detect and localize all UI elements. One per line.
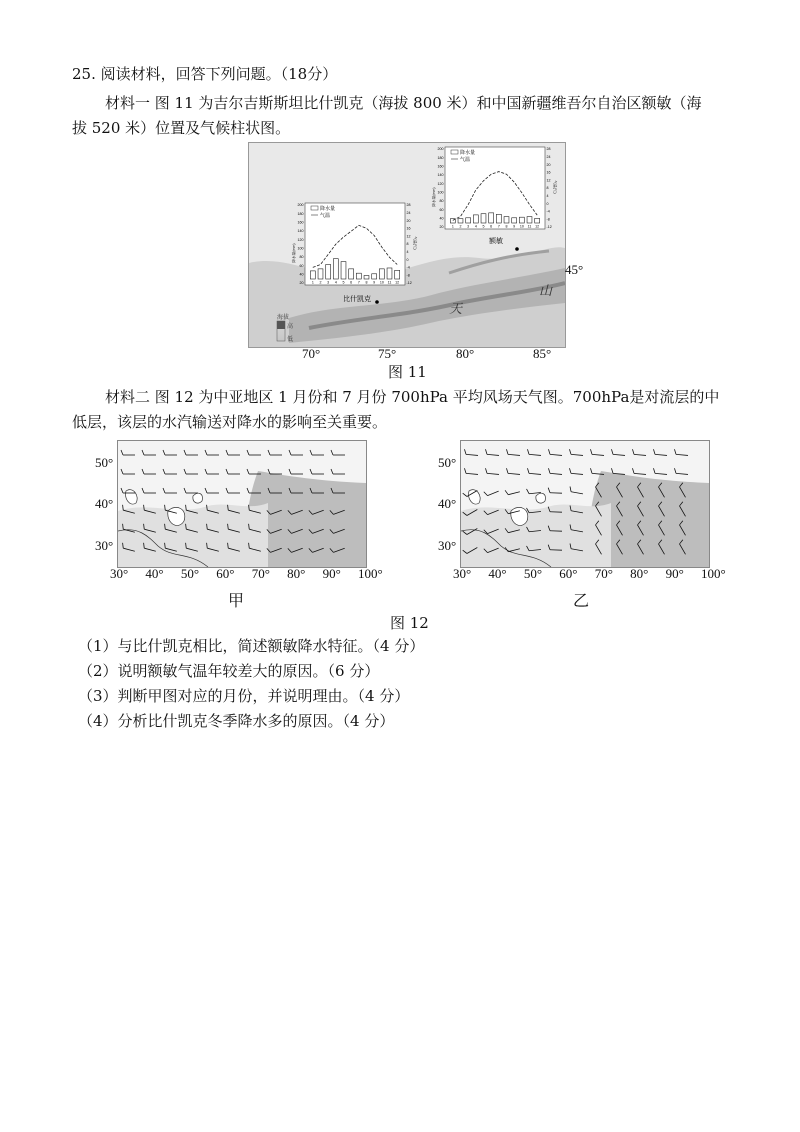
额敏-bar-12 — [535, 218, 540, 223]
额敏-temp-tick: 20 — [546, 162, 551, 167]
比什凯克-temp-tick: 24 — [406, 211, 411, 215]
额敏-precip-axis-label: 降水量(mm) — [432, 187, 436, 207]
比什凯克-temp-tick: 8 — [406, 242, 409, 247]
额敏-month-tick: 4 — [474, 224, 477, 229]
mapB-lon-tick: 70° — [594, 566, 613, 581]
比什凯克-bar-3 — [326, 265, 331, 280]
额敏-temp-tick: -12 — [546, 225, 552, 230]
比什凯克-bar-11 — [387, 268, 392, 279]
比什凯克-month-tick: 4 — [334, 280, 337, 285]
额敏-bar-10 — [519, 217, 524, 223]
emin-legend-temp: 气温 — [460, 157, 471, 163]
比什凯克-temp-tick: 20 — [406, 218, 411, 223]
比什凯克-month-tick: 11 — [387, 280, 392, 285]
比什凯克-temp-tick: -12 — [406, 281, 412, 286]
material2-line1: 材料二 图 12 为中亚地区 1 月份和 7 月份 700hPa 平均风场天气图。700hPa是对流层的中 — [105, 388, 720, 406]
fig11-lon-80: 80° — [456, 346, 475, 361]
figure-11-map — [249, 143, 565, 347]
mountain-char-shan: 山 — [539, 283, 553, 298]
question-2: （2）说明额敏气温年较差大的原因。（6 分） — [78, 662, 380, 680]
lowland-terrain — [461, 503, 611, 567]
比什凯克-precip-tick: 40 — [299, 272, 304, 277]
额敏-temp-tick: 16 — [546, 170, 551, 175]
比什凯克-temp-tick: -4 — [406, 265, 410, 270]
figure-11 — [248, 142, 566, 348]
额敏-bar-6 — [489, 213, 494, 223]
figure-12-map-b — [460, 440, 710, 568]
比什凯克-bar-2 — [318, 269, 323, 279]
elev-legend-high: 高 — [287, 324, 294, 330]
额敏-precip-tick: 180 — [437, 155, 444, 160]
额敏-precip-tick: 100 — [437, 190, 444, 195]
elev-legend-title: 海拔 — [277, 315, 290, 321]
额敏-month-tick: 7 — [497, 224, 500, 229]
比什凯克-month-tick: 7 — [357, 280, 360, 285]
额敏-bar-4 — [473, 215, 478, 223]
比什凯克-month-tick: 3 — [327, 280, 330, 285]
mapB-lon-tick: 80° — [630, 566, 649, 581]
比什凯克-precip-tick: 60 — [299, 263, 304, 268]
material1-line2: 拔 520 米）位置及气候柱状图。 — [72, 119, 291, 137]
bishkek-legend-precip: 降水量 — [320, 206, 336, 212]
figure-12-map-a — [117, 440, 367, 568]
比什凯克-bar-12 — [395, 270, 400, 279]
比什凯克-precip-tick: 140 — [297, 229, 304, 234]
比什凯克-month-tick: 10 — [379, 280, 384, 285]
额敏-precip-tick: 60 — [439, 207, 444, 212]
比什凯克-bar-7 — [356, 273, 361, 279]
fig11-lon-75: 75° — [378, 346, 397, 361]
比什凯克-temp-tick: 16 — [406, 226, 411, 231]
额敏-temp-tick: 28 — [546, 147, 551, 152]
mapA-lat-50: 50° — [95, 455, 114, 470]
额敏-precip-tick: 80 — [439, 199, 444, 204]
额敏-temp-tick: 24 — [546, 155, 551, 159]
额敏-temp-tick: -4 — [546, 209, 550, 214]
额敏-precip-tick: 40 — [439, 216, 444, 221]
额敏-precip-tick: 120 — [437, 181, 444, 186]
mapA-lon-tick: 40° — [145, 566, 164, 581]
比什凯克-bar-10 — [379, 269, 384, 279]
额敏-bar-9 — [512, 218, 517, 223]
比什凯克-month-tick: 5 — [342, 280, 345, 285]
额敏-month-tick: 10 — [519, 224, 524, 229]
bishkek-label: 比什凯克 — [343, 296, 371, 303]
mapA-lon-tick: 30° — [110, 566, 129, 581]
mapA-lon-tick: 50° — [180, 566, 200, 581]
比什凯克-bar-8 — [364, 276, 369, 279]
比什凯克-precip-tick: 180 — [297, 211, 304, 216]
比什凯克-temp-tick: 28 — [406, 203, 411, 208]
额敏-month-tick: 1 — [451, 224, 454, 229]
比什凯克-month-tick: 2 — [319, 280, 322, 285]
emin-label: 额敏 — [489, 238, 503, 245]
比什凯克-temp-axis-label: 气温(℃) — [413, 236, 417, 250]
比什凯克-bar-5 — [341, 262, 346, 279]
fig11-lon-85: 85° — [533, 346, 552, 361]
额敏-bar-2 — [458, 219, 463, 223]
bishkek-point — [375, 300, 379, 304]
额敏-month-tick: 8 — [505, 224, 508, 229]
figure-12-caption: 图 12 — [390, 614, 429, 632]
比什凯克-month-tick: 1 — [311, 280, 314, 285]
额敏-temp-tick: -8 — [546, 217, 550, 222]
lowland-terrain — [118, 503, 268, 567]
question-4: （4）分析比什凯克冬季降水多的原因。（4 分） — [78, 712, 395, 730]
mapA-lon-tick: 100° — [358, 566, 383, 581]
比什凯克-bar-9 — [372, 274, 377, 279]
elev-legend-low: 低 — [287, 337, 294, 343]
比什凯克-precip-tick: 80 — [299, 255, 304, 260]
额敏-temp-tick: 4 — [546, 194, 549, 198]
mapB-lat-50: 50° — [438, 455, 457, 470]
额敏-temp-tick: 0 — [546, 201, 549, 206]
额敏-month-tick: 6 — [490, 224, 493, 229]
material2-line2: 低层，该层的水汽输送对降水的影响至关重要。 — [72, 413, 388, 431]
map-b-label: 乙 — [573, 591, 590, 610]
比什凯克-temp-tick: -8 — [406, 273, 410, 278]
额敏-precip-tick: 160 — [437, 164, 444, 169]
mapB-lon-tick: 50° — [523, 566, 543, 581]
额敏-precip-tick: 140 — [437, 173, 444, 178]
比什凯克-bar-1 — [310, 271, 315, 279]
额敏-bar-8 — [504, 217, 509, 223]
bishkek-legend-temp: 气温 — [320, 213, 331, 219]
figure-11-caption: 图 11 — [388, 363, 427, 381]
额敏-month-tick: 9 — [513, 224, 516, 229]
比什凯克-bar-6 — [349, 269, 354, 279]
额敏-month-tick: 12 — [535, 224, 540, 229]
mapA-lat-30: 30° — [95, 538, 114, 553]
额敏-temp-axis-label: 气温(℃) — [553, 180, 557, 194]
map-a-label: 甲 — [228, 591, 245, 610]
比什凯克-precip-axis-label: 降水量(mm) — [292, 243, 296, 263]
比什凯克-precip-tick: 160 — [297, 220, 304, 225]
mapB-lon-tick: 60° — [559, 566, 578, 581]
mapA-lon-tick: 80° — [287, 566, 306, 581]
mapB-lon-tick: 100° — [701, 566, 726, 581]
mountain-char-tian: 天 — [449, 301, 463, 316]
比什凯克-month-tick: 6 — [350, 280, 353, 285]
比什凯克-month-tick: 12 — [395, 280, 400, 285]
比什凯克-temp-tick: 12 — [406, 234, 411, 239]
fig11-lon-70: 70° — [302, 346, 321, 361]
question-3: （3）判断甲图对应的月份，并说明理由。（4 分） — [78, 687, 410, 705]
mapB-lat-40: 40° — [438, 496, 457, 511]
额敏-bar-3 — [466, 218, 471, 223]
额敏-temp-tick: 12 — [546, 178, 551, 183]
额敏-bar-11 — [527, 217, 532, 223]
mapA-lat-40: 40° — [95, 496, 114, 511]
mapB-lon-tick: 30° — [453, 566, 472, 581]
fig11-lat-45: 45° — [565, 262, 584, 277]
mapB-lon-tick: 40° — [488, 566, 507, 581]
额敏-month-tick: 11 — [527, 224, 532, 229]
mapA-lon-tick: 70° — [251, 566, 270, 581]
额敏-bar-5 — [481, 214, 486, 223]
比什凯克-precip-tick: 200 — [297, 203, 304, 208]
mapB-lat-30: 30° — [438, 538, 457, 553]
mapA-lon-tick: 90° — [322, 566, 341, 581]
比什凯克-month-tick: 8 — [365, 280, 368, 285]
比什凯克-precip-tick: 20 — [299, 281, 304, 286]
比什凯克-month-tick: 9 — [373, 280, 376, 285]
额敏-month-tick: 3 — [467, 224, 470, 229]
比什凯克-bar-4 — [333, 259, 338, 279]
mapB-lon-tick: 90° — [665, 566, 684, 581]
额敏-bar-7 — [496, 214, 501, 223]
question-1: （1）与比什凯克相比，简述额敏降水特征。（4 分） — [78, 637, 425, 655]
mapA-lon-tick: 60° — [216, 566, 235, 581]
material1-line1: 材料一 图 11 为吉尔吉斯斯坦比什凯克（海拔 800 米）和中国新疆维吾尔自治区额敏（海 — [105, 94, 702, 112]
emin-legend-precip: 降水量 — [460, 150, 476, 156]
额敏-precip-tick: 200 — [437, 147, 444, 152]
额敏-temp-tick: 8 — [546, 186, 549, 191]
比什凯克-precip-tick: 120 — [297, 237, 304, 242]
额敏-month-tick: 5 — [482, 224, 485, 229]
额敏-month-tick: 2 — [459, 224, 462, 229]
比什凯克-precip-tick: 100 — [297, 246, 304, 251]
question-header: 25. 阅读材料，回答下列问题。（18分） — [72, 65, 338, 83]
比什凯克-temp-tick: 4 — [406, 250, 409, 254]
emin-point — [515, 247, 519, 251]
额敏-precip-tick: 20 — [439, 225, 444, 230]
比什凯克-temp-tick: 0 — [406, 257, 409, 262]
